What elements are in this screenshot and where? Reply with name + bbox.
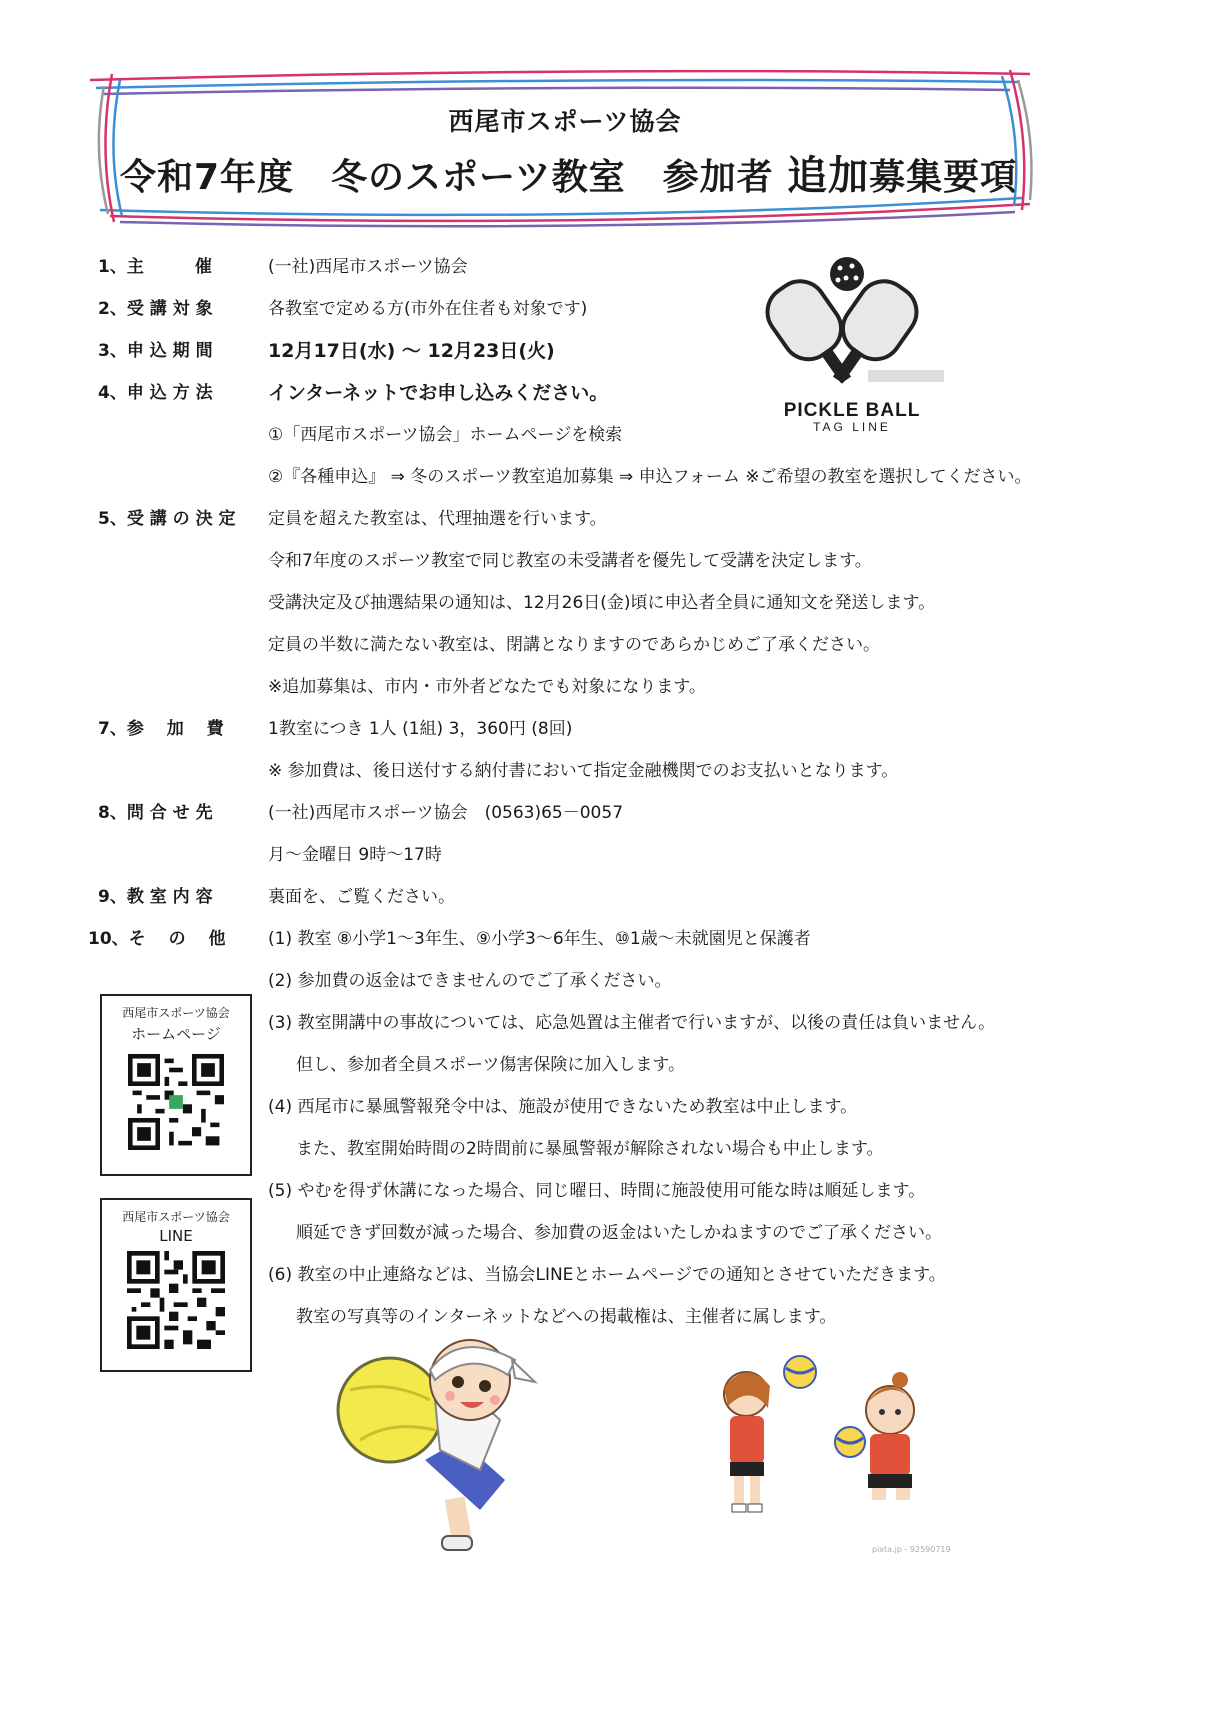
- item-application-method: [0, 378, 1213, 408]
- pickleball-logo: [752, 252, 952, 432]
- item-content: [0, 882, 1213, 912]
- item-organizer: [0, 252, 1213, 282]
- item-text: 1教室につき 1人 (1組) 3，360円 (8回): [268, 719, 573, 739]
- item-text: 月～金曜日 9時～17時: [268, 845, 442, 865]
- item-text: (一社)西尾市スポーツ協会 (0563)65－0057: [268, 803, 624, 823]
- image-credit: pixta.jp - 92590719: [872, 1545, 951, 1554]
- header: [120, 102, 1018, 201]
- item-text: (6) 教室の中止連絡などは、当協会LINEとホームページでの通知とさせていただきます。: [268, 1265, 946, 1285]
- girls-volleyball-illustration: [700, 1348, 940, 1528]
- item-text: 受講決定及び抽選結果の通知は、12月26日(金)頃に申込者全員に通知文を発送します。: [268, 593, 936, 613]
- item-text: 裏面を、ご覧ください。: [268, 887, 455, 907]
- title-part2: 募集要項: [869, 157, 1018, 198]
- pickleball-tagline: TAG LINE: [813, 420, 891, 434]
- item-label: 4、申 込 方 法: [98, 383, 213, 403]
- qr-code-homepage[interactable]: [128, 1054, 224, 1150]
- qr-line-box: [100, 1198, 252, 1372]
- item-text: (一社)西尾市スポーツ協会: [268, 257, 468, 277]
- item-text: インターネットでお申し込みください。: [268, 382, 609, 404]
- qr-line-subtitle: LINE: [159, 1227, 193, 1245]
- item-decision: [0, 504, 1213, 534]
- item-text: 但し、参加者全員スポーツ傷害保険に加入します。: [296, 1055, 685, 1075]
- item-text: 順延できず回数が減った場合、参加費の返金はいたしかねますのでご了承ください。: [296, 1223, 942, 1243]
- organization-name: 西尾市スポーツ協会: [448, 107, 682, 136]
- item-label: 3、申 込 期 間: [98, 341, 213, 361]
- item-text: (5) やむを得ず休講になった場合、同じ曜日、時間に施設使用可能な時は順延します。: [268, 1181, 926, 1201]
- item-label: 7、参 加 費: [98, 719, 224, 739]
- item-text: 教室の写真等のインターネットなどへの掲載権は、主催者に属します。: [296, 1307, 837, 1327]
- item-label: 8、問 合 せ 先: [98, 803, 213, 823]
- item-text: (2) 参加費の返金はできませんのでご了承ください。: [268, 971, 672, 991]
- qr-homepage-box: [100, 994, 252, 1176]
- item-text: 各教室で定める方(市外在住者も対象です): [268, 299, 588, 319]
- item-contact: [0, 798, 1213, 828]
- qr-homepage-subtitle: ホームページ: [131, 1025, 221, 1043]
- item-text: ②『各種申込』 ⇒ 冬のスポーツ教室追加募集 ⇒ 申込フォーム ※ご希望の教室を選択してください。: [268, 467, 1032, 487]
- item-text: (4) 西尾市に暴風警報発令中は、施設が使用できないため教室は中止します。: [268, 1097, 858, 1117]
- item-fee: [0, 714, 1213, 744]
- item-text: (1) 教室 ⑧小学1～3年生、⑨小学3～6年生、⑩1歳～未就園児と保護者: [268, 929, 811, 949]
- boy-volleyball-illustration: [330, 1330, 560, 1560]
- title-emphasis: 追加: [787, 153, 870, 199]
- item-text: (3) 教室開講中の事故については、応急処置は主催者で行いますが、以後の責任は負いません。: [268, 1013, 996, 1033]
- item-eligibility: [0, 294, 1213, 324]
- item-text: ※追加募集は、市内・市外者どなたでも対象になります。: [268, 677, 706, 697]
- item-label: 1、主 催: [98, 257, 212, 277]
- item-other: [0, 924, 1213, 954]
- item-label: 2、受 講 対 象: [98, 299, 213, 319]
- pickleball-paddles-icon: [752, 252, 952, 402]
- item-label: 10、そ の 他: [88, 929, 226, 949]
- qr-code-line[interactable]: [127, 1251, 225, 1349]
- item-text: ※ 参加費は、後日送付する納付書において指定金融機関でのお支払いとなります。: [268, 761, 899, 781]
- title-part1: 令和7年度 冬のスポーツ教室 参加者: [120, 157, 788, 198]
- item-application-period: [0, 336, 1213, 366]
- item-text: 令和7年度のスポーツ教室で同じ教室の未受講者を優先して受講を決定します。: [268, 551, 872, 571]
- item-label: 9、教 室 内 容: [98, 887, 213, 907]
- qr-homepage-title: 西尾市スポーツ協会: [122, 1006, 230, 1020]
- item-label: 5、受 講 の 決 定: [98, 509, 236, 529]
- item-text: 12月17日(水) ～ 12月23日(火): [268, 340, 555, 362]
- page-title: [120, 144, 1018, 201]
- pickleball-name: PICKLE BALL: [783, 400, 921, 421]
- qr-line-title: 西尾市スポーツ協会: [122, 1210, 230, 1224]
- item-text: また、教室開始時間の2時間前に暴風警報が解除されない場合も中止します。: [296, 1139, 884, 1159]
- item-text: 定員の半数に満たない教室は、閉講となりますのであらかじめご了承ください。: [268, 635, 880, 655]
- item-text: ①「西尾市スポーツ協会」ホームページを検索: [268, 425, 623, 445]
- item-text: 定員を超えた教室は、代理抽選を行います。: [268, 509, 607, 529]
